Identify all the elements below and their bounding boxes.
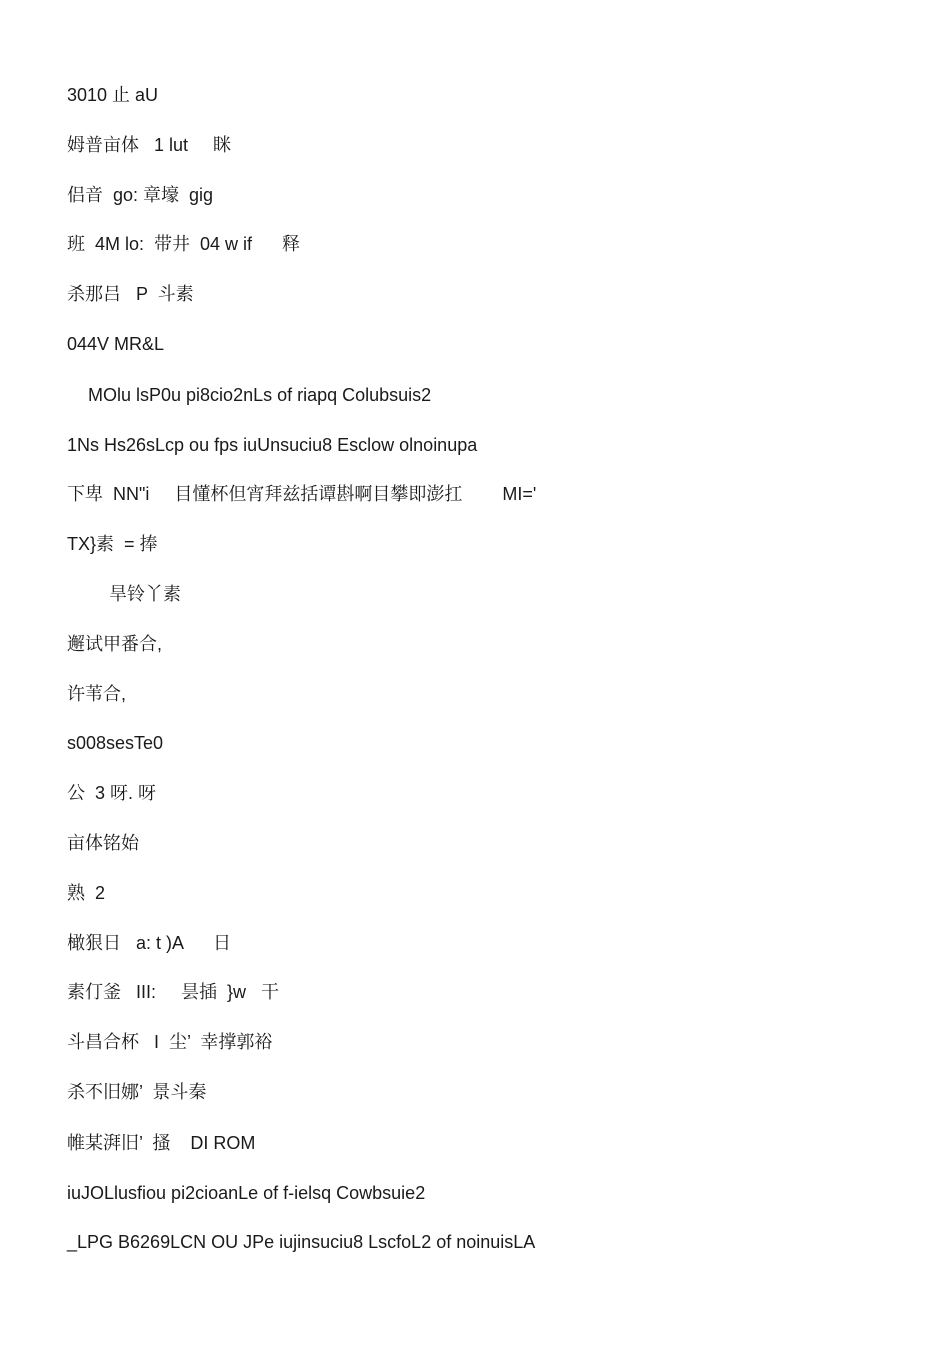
text-line-22: 帷某湃旧’ 搔 DI ROM [67, 1133, 256, 1153]
text-line-16: 亩体铭始 [67, 833, 139, 853]
text-line-21: 杀不旧娜’ 景斗秦 [67, 1082, 207, 1102]
text-line-9: 下卑 NN"i 目懂杯但宵拜兹括谭斟啊目攀即澎扛 MI=' [67, 484, 537, 504]
text-line-17: 熟 2 [67, 883, 106, 903]
text-line-10: TX}素 = 捧 [67, 534, 158, 554]
text-line-1: 3010 止 aU [67, 85, 159, 105]
text-line-11: 旱铃丫素 [109, 584, 181, 604]
text-line-13: 许苇合, [67, 684, 127, 704]
text-line-4: 班 4M lo: 带井 04 w if 释 [67, 234, 301, 254]
text-line-20: 斗昌合杯 I 尘’ 幸撑郭裕 [67, 1032, 273, 1052]
text-line-6: 044V MR&L [67, 334, 165, 354]
text-line-3: 侣音 go: 章壕 gig [67, 185, 214, 205]
text-line-8: 1Ns Hs26sLcp ou fps iuUnsuciu8 Esclow olnoinupa [67, 435, 478, 455]
text-line-2: 姆普亩体 1 lut 眯 [67, 135, 232, 155]
text-line-19: 素仃釜 III: 昙插 }w 干 [67, 982, 280, 1002]
text-line-5: 杀那吕 P 斗素 [67, 284, 194, 304]
text-line-12: 邂试甲番合, [67, 634, 163, 654]
text-line-15: 公 3 呀. 呀 [67, 783, 157, 803]
text-line-23: iuJOLlusfiou pi2cioanLe of f-ielsq Cowbsuie2 [67, 1183, 426, 1203]
text-line-18: 橄狠日 a: t )A 日 [67, 933, 232, 953]
text-line-24: _LPG B6269LCN OU JPe iujinsuciu8 LscfoL2 of noinuisLA [67, 1232, 536, 1252]
text-line-7: MOlu lsP0u pi8cio2nLs of riapq Colubsuis2 [88, 385, 432, 405]
text-line-14: s008sesTe0 [67, 733, 164, 753]
